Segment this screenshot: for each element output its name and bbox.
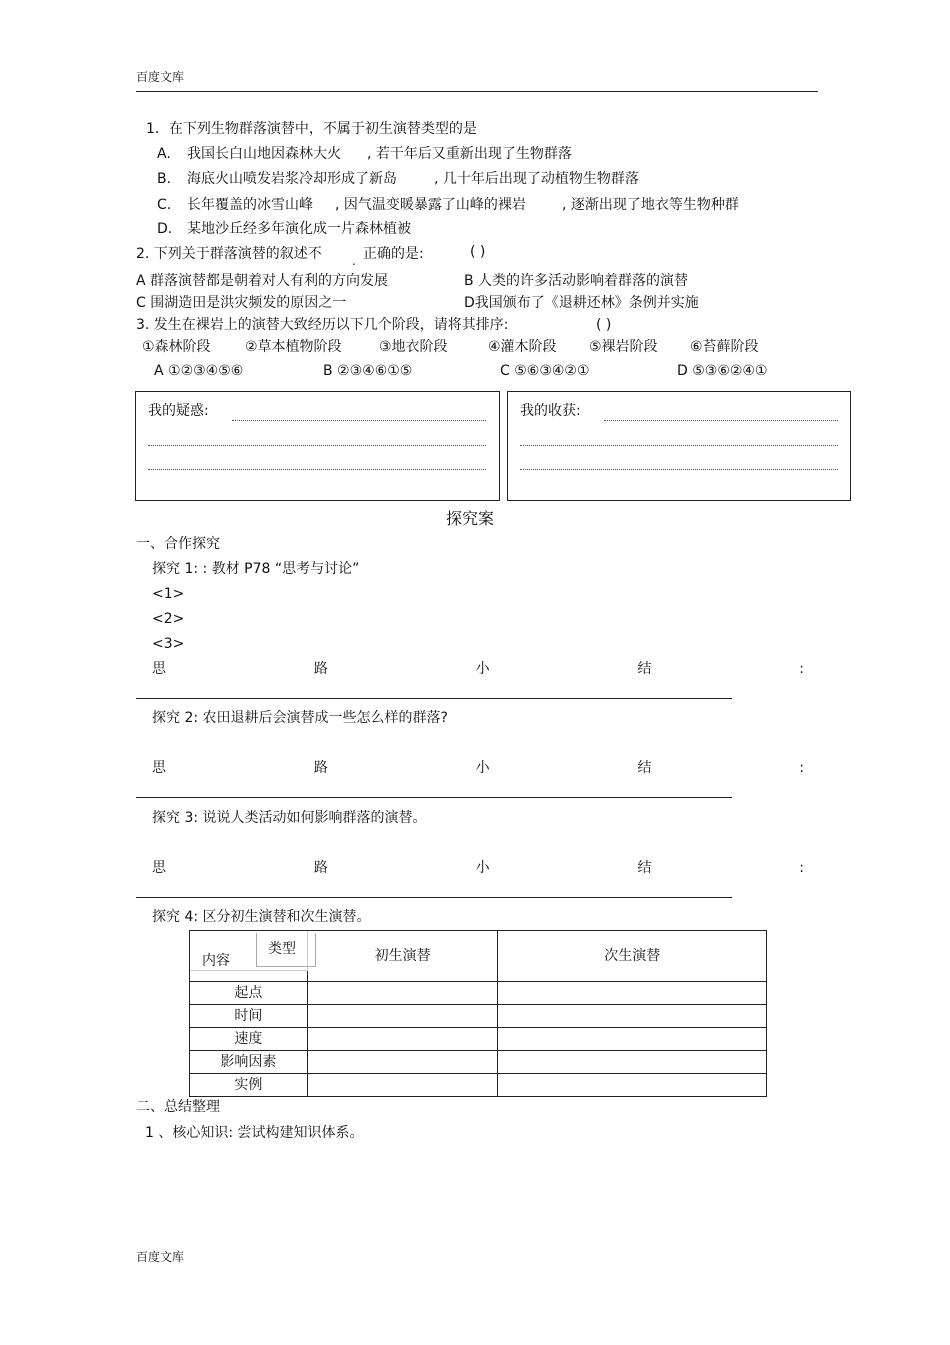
emphasis-dot: . bbox=[352, 254, 356, 268]
table-cell[interactable] bbox=[307, 1005, 498, 1028]
q1-option-c-text: 长年覆盖的冰雪山峰 bbox=[187, 197, 313, 213]
q1-option-d-label: D. bbox=[157, 221, 173, 237]
q2-option-a: A 群落演替都是朝着对人有利的方向发展 bbox=[136, 273, 389, 289]
summary-row bbox=[152, 759, 804, 777]
q3-option-c: C ⑤⑥③④②① bbox=[500, 363, 590, 379]
summary-row bbox=[152, 859, 804, 877]
row-label: 影响因素 bbox=[190, 1051, 308, 1074]
part2-heading: 二、总结整理 bbox=[136, 1099, 220, 1115]
q1-option-b-label: B. bbox=[157, 171, 172, 187]
summary-char: 小 bbox=[475, 760, 490, 776]
q1-option-d-text: 某地沙丘经多年演化成一片森林植被 bbox=[187, 221, 411, 237]
table-cell[interactable] bbox=[307, 1051, 498, 1074]
explore3: 探究 3: 说说人类活动如何影响群落的演替。 bbox=[152, 810, 427, 826]
answer-line bbox=[136, 897, 732, 898]
summary-char: 结 bbox=[637, 661, 652, 677]
q3-option-b: B ②③④⑥①⑤ bbox=[323, 363, 413, 379]
q2-option-d: D我国颁布了《退耕还林》条例并实施 bbox=[464, 295, 699, 311]
summary-char: 思 bbox=[152, 860, 166, 876]
q3-stage: ①森林阶段 bbox=[142, 339, 211, 355]
q2-answer-paren: ( ) bbox=[470, 244, 486, 260]
row-label: 时间 bbox=[190, 1005, 308, 1028]
explore4: 探究 4: 区分初生演替和次生演替。 bbox=[152, 909, 371, 925]
dotted-line bbox=[604, 420, 838, 421]
q3-answer-paren: ( ) bbox=[596, 317, 612, 333]
comparison-table bbox=[189, 930, 767, 1097]
dotted-line bbox=[520, 445, 838, 446]
table-cell[interactable] bbox=[498, 982, 767, 1005]
table-cell[interactable] bbox=[307, 982, 498, 1005]
q3-option-d: D ⑤③⑥②④① bbox=[677, 363, 768, 379]
summary-char: : bbox=[799, 760, 804, 776]
table-row bbox=[190, 982, 767, 1005]
table-row bbox=[190, 1074, 767, 1097]
q1-option-a-label: A. bbox=[157, 146, 171, 162]
q3-stage: ④灌木阶段 bbox=[488, 339, 557, 355]
explore1-item: <2> bbox=[152, 611, 185, 627]
doubt-label: 我的疑惑: bbox=[148, 403, 209, 419]
table-cell[interactable] bbox=[498, 1051, 767, 1074]
row-label: 起点 bbox=[190, 982, 308, 1005]
q3-stage: ⑤裸岩阶段 bbox=[589, 339, 658, 355]
q1-option-a-text: 我国长白山地因森林大火 bbox=[187, 146, 341, 162]
q1-option-b-text: 海底火山喷发岩浆冷却形成了新岛 bbox=[187, 171, 397, 187]
dotted-line bbox=[232, 420, 486, 421]
explore1-item: <1> bbox=[152, 586, 185, 602]
summary-row bbox=[152, 660, 804, 678]
q3-option-a: A ①②③④⑤⑥ bbox=[154, 363, 244, 379]
q3-stage: ⑥苔藓阶段 bbox=[690, 339, 759, 355]
q2-option-c: C 围湖造田是洪灾频发的原因之一 bbox=[136, 295, 347, 311]
row-label: 实例 bbox=[190, 1074, 308, 1097]
gain-label: 我的收获: bbox=[520, 403, 581, 419]
corner-type-label: 类型 bbox=[268, 941, 296, 957]
q3-stage: ②草本植物阶段 bbox=[245, 339, 342, 355]
table-row bbox=[190, 1005, 767, 1028]
gain-box[interactable] bbox=[507, 391, 851, 501]
summary-char: 思 bbox=[152, 661, 166, 677]
table-row bbox=[190, 1028, 767, 1051]
table-cell[interactable] bbox=[498, 1028, 767, 1051]
explore1: 探究 1: : 教材 P78 “思考与讨论” bbox=[152, 561, 360, 577]
q3-stage: ③地衣阶段 bbox=[379, 339, 448, 355]
explore1-item: <3> bbox=[152, 636, 185, 652]
q1-option-a-text2: , 若干年后又重新出现了生物群落 bbox=[367, 146, 572, 162]
answer-line bbox=[136, 698, 732, 699]
table-row bbox=[190, 1051, 767, 1074]
table-corner-cell bbox=[190, 931, 308, 982]
summary-char: 小 bbox=[475, 860, 490, 876]
summary-char: 路 bbox=[313, 860, 328, 876]
summary-char: 路 bbox=[313, 760, 328, 776]
table-cell[interactable] bbox=[307, 1074, 498, 1097]
q2-stem-b: 正确的是: bbox=[363, 246, 424, 262]
dotted-line bbox=[520, 469, 838, 470]
col-header-secondary: 次生演替 bbox=[498, 931, 767, 982]
q1-stem: 1．在下列生物群落演替中，不属于初生演替类型的是 bbox=[146, 121, 477, 137]
part2-item1: 1 、核心知识: 尝试构建知识体系。 bbox=[145, 1125, 364, 1141]
col-header-primary: 初生演替 bbox=[307, 931, 498, 982]
part1-heading: 一、合作探究 bbox=[136, 536, 220, 552]
q1-option-c-text2: , 因气温变暖暴露了山峰的裸岩 bbox=[335, 197, 526, 213]
explore2: 探究 2: 农田退耕后会演替成一些怎么样的群落? bbox=[152, 710, 448, 726]
summary-char: 路 bbox=[313, 661, 328, 677]
table-cell[interactable] bbox=[307, 1028, 498, 1051]
q1-option-c-label: C. bbox=[157, 197, 172, 213]
summary-char: : bbox=[799, 860, 804, 876]
summary-char: 思 bbox=[152, 760, 166, 776]
summary-char: 小 bbox=[475, 661, 490, 677]
dotted-line bbox=[148, 445, 486, 446]
header-brand: 百度文库 bbox=[136, 70, 185, 84]
footer-brand: 百度文库 bbox=[136, 1250, 185, 1264]
row-label: 速度 bbox=[190, 1028, 308, 1051]
answer-line bbox=[136, 797, 732, 798]
summary-char: 结 bbox=[637, 860, 652, 876]
table-cell[interactable] bbox=[498, 1005, 767, 1028]
q1-option-c-text3: , 逐渐出现了地衣等生物种群 bbox=[562, 197, 739, 213]
summary-char: : bbox=[799, 661, 804, 677]
q2-option-b: B 人类的许多活动影响着群落的演替 bbox=[464, 273, 689, 289]
doubt-box[interactable] bbox=[135, 391, 500, 501]
dotted-line bbox=[148, 469, 486, 470]
q2-stem-a: 2. 下列关于群落演替的叙述不 bbox=[136, 246, 322, 262]
section-title: 探究案 bbox=[446, 509, 495, 528]
table-cell[interactable] bbox=[498, 1074, 767, 1097]
corner-content-label: 内容 bbox=[202, 953, 230, 969]
q1-option-b-text2: , 几十年后出现了动植物生物群落 bbox=[434, 171, 639, 187]
q3-stem: 3. 发生在裸岩上的演替大致经历以下几个阶段，请将其排序: bbox=[136, 317, 509, 333]
header-rule bbox=[136, 91, 818, 92]
summary-char: 结 bbox=[637, 760, 652, 776]
